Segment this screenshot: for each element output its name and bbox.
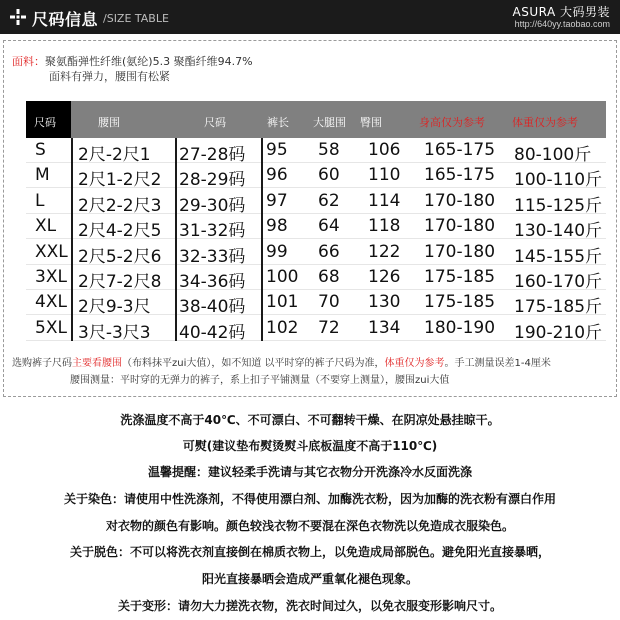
table-cell: 145-155斤 (514, 246, 603, 267)
table-cell: 180-190 (424, 317, 496, 338)
table-cell: 40-42码 (179, 322, 246, 343)
table-cell: 102 (266, 317, 299, 338)
care-line-3: 温馨提醒：建议轻柔手洗请与其它衣物分开洗涤冷水反面洗涤 (147, 465, 472, 479)
table-cell: 62 (318, 190, 340, 211)
table-cell: 190-210斤 (514, 322, 603, 343)
table-cell: 2尺2-2尺3 (78, 195, 162, 216)
table-cell: 28-29码 (179, 170, 246, 191)
table-cell: 100-110斤 (514, 170, 603, 191)
table-cell: 58 (318, 140, 340, 160)
table-cell: 130 (368, 292, 401, 313)
column-header-0: 尺码 (34, 116, 56, 129)
table-cell: 2尺7-2尺8 (78, 272, 162, 292)
table-cell: 106 (368, 140, 401, 160)
table-cell: 3尺-3尺3 (78, 322, 151, 343)
size-table (26, 101, 606, 341)
table-row (26, 316, 606, 341)
table-cell: 72 (318, 317, 340, 338)
table-cell: 32-33码 (179, 246, 246, 267)
column-header-4: 大腿围 (313, 116, 346, 129)
note-waist-measurement: 腰围测量：平时穿的无弹力的裤子，系上扣子平铺测量（不要穿上测量），腰围zui大值 (70, 375, 450, 386)
table-row (26, 240, 606, 265)
column-header-2: 尺码 (204, 116, 226, 129)
table-cell: S (35, 140, 46, 160)
table-row (26, 214, 606, 242)
table-cell: 175-185斤 (514, 297, 603, 318)
table-cell: 99 (266, 241, 288, 262)
table-cell: 130-140斤 (514, 221, 603, 242)
table-cell: 175-185 (424, 292, 496, 313)
table-cell: XXL (35, 241, 68, 262)
table-row (26, 265, 606, 290)
column-divider (261, 138, 263, 341)
table-cell: 34-36码 (179, 272, 246, 292)
note-part-3: （布料抹平zui大值），如不知道 以平时穿的裤子尺码为准， (122, 358, 385, 369)
table-cell: 29-30码 (179, 195, 246, 216)
header-bar (0, 0, 620, 34)
table-cell: 134 (368, 317, 401, 338)
table-cell: 70 (318, 292, 340, 313)
table-cell: 97 (266, 190, 288, 211)
column-header-7: 体重仅为参考 (512, 116, 578, 129)
table-cell: 2尺5-2尺6 (78, 246, 162, 267)
fabric-label: 面料： (12, 55, 45, 68)
table-cell: 115-125斤 (514, 195, 603, 216)
note-highlight-weight: 体重仅为参考 (384, 358, 445, 369)
table-row (26, 138, 606, 163)
table-cell: 5XL (35, 317, 67, 338)
table-cell: 95 (266, 140, 288, 160)
crosshair-plus-icon (9, 8, 27, 26)
table-cell: XL (35, 216, 57, 237)
table-cell: 66 (318, 241, 340, 262)
table-cell: M (35, 165, 50, 186)
column-header-1: 腰围 (98, 116, 120, 129)
table-cell: 170-180 (424, 241, 496, 262)
table-cell: 2尺-2尺1 (78, 145, 151, 165)
care-line-5: 对衣物的颜色有影响。颜色较浅衣物不要混在深色衣物洗以免造成衣服染色。 (105, 519, 514, 533)
table-cell: 165-175 (424, 165, 496, 186)
column-header-3: 裤长 (267, 116, 289, 129)
care-line-2: 可熨(建议垫布熨烫熨斗底板温度不高于110℃) (182, 439, 438, 453)
brand-logo-text: ASURA 大码男装 (512, 5, 610, 19)
table-cell: 38-40码 (179, 297, 246, 318)
table-cell: 118 (368, 216, 401, 237)
table-cell: 68 (318, 267, 340, 287)
care-line-4: 关于染色：请使用中性洗涤剂，不得使用漂白剂、加酶洗衣粉，因为加酶的洗衣粉有漂白作用 (63, 492, 556, 506)
care-line-1: 洗涤温度不高于40℃、不可漂白、不可翻转干燥、在阴凉处悬挂晾干。 (120, 413, 500, 427)
table-cell: 165-175 (424, 140, 496, 160)
table-cell: 27-28码 (179, 145, 246, 165)
column-divider (175, 138, 177, 341)
table-row (26, 163, 606, 191)
note-highlight-waist: 主要看腰围 (72, 358, 122, 369)
table-header (26, 101, 606, 138)
care-line-7: 阳光直接暴晒会造成严重氧化褪色现象。 (201, 572, 418, 586)
table-cell: 2尺9-3尺 (78, 297, 151, 318)
table-cell: 170-180 (424, 190, 496, 211)
table-cell: 160-170斤 (514, 272, 603, 292)
table-cell: 31-32码 (179, 221, 246, 242)
table-row (26, 189, 606, 214)
table-cell: 3XL (35, 267, 67, 287)
fabric-composition: 聚氨酯弹性纤维(氨纶)5.3 聚酯纤维94.7% (45, 55, 253, 68)
table-cell: 101 (266, 292, 299, 313)
page-subtitle: /SIZE TABLE (103, 12, 169, 25)
table-cell: 64 (318, 216, 340, 237)
fabric-elasticity: 面料有弹力，腰围有松紧 (49, 70, 170, 83)
table-cell: 2尺4-2尺5 (78, 221, 162, 242)
table-row (26, 290, 606, 318)
table-cell: 122 (368, 241, 401, 262)
table-cell: 126 (368, 267, 401, 287)
note-part-5: 。手工测量误差1-4厘米 (444, 358, 551, 369)
table-cell: 175-185 (424, 267, 496, 287)
table-cell: 114 (368, 190, 401, 211)
page-title: 尺码信息 (32, 10, 99, 29)
column-header-6: 身高仅为参考 (419, 116, 485, 129)
table-cell: 100 (266, 267, 299, 287)
care-line-6: 关于脱色：不可以将洗衣剂直接倒在棉质衣物上，以免造成局部脱色。避免阳光直接暴晒， (69, 545, 550, 559)
column-divider (71, 138, 73, 341)
table-cell: 96 (266, 165, 288, 186)
fabric-info (12, 54, 253, 84)
table-cell: 4XL (35, 292, 67, 313)
table-cell: 80-100斤 (514, 145, 592, 165)
table-cell: 110 (368, 165, 401, 186)
measure-note (12, 355, 551, 389)
care-line-8: 关于变形：请勿大力搓洗衣物，洗衣时间过久，以免衣服变形影响尺寸。 (117, 599, 502, 613)
table-cell: 98 (266, 216, 288, 237)
table-cell: 170-180 (424, 216, 496, 237)
column-header-5: 臀围 (360, 116, 382, 129)
table-cell: L (35, 190, 45, 211)
table-cell: 60 (318, 165, 340, 186)
shop-url[interactable]: http://640yy.taobao.com (514, 19, 610, 29)
table-cell: 2尺1-2尺2 (78, 170, 162, 191)
note-part-1: 选购裤子尺码 (12, 358, 72, 369)
